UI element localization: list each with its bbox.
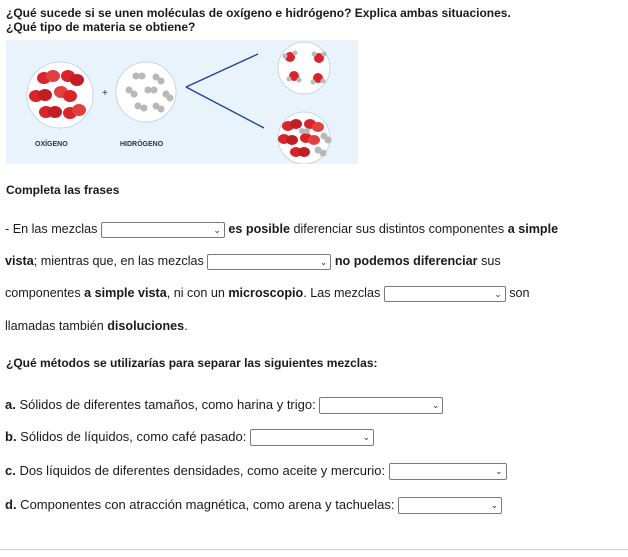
- method-item-a: a. Sólidos de diferentes tamaños, como harina y trigo: ⌄: [5, 396, 443, 414]
- dropdown-method-b[interactable]: [250, 429, 374, 446]
- question-line-1: ¿Qué sucede si se unen moléculas de oxígeno e hidrógeno? Explica ambas situaciones.: [6, 6, 511, 20]
- dropdown-mezclas-2[interactable]: [207, 254, 331, 270]
- molecules-illustration: [6, 40, 358, 164]
- label-oxygen: OXÍGENO: [35, 141, 68, 148]
- result-top-container: [278, 42, 330, 94]
- chevron-down-icon: ⌄: [362, 432, 370, 443]
- section-subtitle: Completa las frases: [6, 183, 120, 197]
- fill-line-1: - En las mezclas ⌄ es posible diferenciar sus distintos componentes a simple: [5, 222, 559, 236]
- question-heading: [6, 6, 511, 34]
- fill-line-3: componentes a simple vista, ni con un microscopio. Las mezclas ⌄ son: [5, 286, 530, 300]
- dropdown-method-c[interactable]: [389, 463, 507, 480]
- method-item-d: d. Componentes con atracción magnética, como arena y tachuelas: ⌄: [5, 496, 502, 514]
- chevron-down-icon: ⌄: [494, 288, 502, 299]
- plus-sign: +: [102, 88, 108, 99]
- molecules-svg: [6, 40, 358, 164]
- dropdown-mezclas-1[interactable]: [101, 222, 225, 238]
- arrow-down: [186, 87, 264, 128]
- dropdown-mezclas-3[interactable]: [384, 286, 506, 302]
- methods-question: ¿Qué métodos se utilizarías para separar las siguientes mezclas:: [6, 356, 378, 370]
- chevron-down-icon: ⌄: [431, 400, 440, 411]
- chevron-down-icon: ⌄: [490, 500, 499, 511]
- bottom-divider: [0, 549, 628, 550]
- method-item-b: b. Sólidos de líquidos, como café pasado: ⌄: [5, 428, 374, 446]
- label-hydrogen: HIDRÓGENO: [120, 141, 164, 148]
- arrow-up: [186, 54, 258, 87]
- dropdown-method-a[interactable]: [319, 397, 443, 414]
- method-item-c: c. Dos líquidos de diferentes densidades, como aceite y mercurio: ⌄: [5, 462, 507, 480]
- chevron-down-icon: ⌄: [319, 256, 328, 267]
- question-line-2: ¿Qué tipo de materia se obtiene?: [6, 20, 196, 34]
- chevron-down-icon: ⌄: [495, 466, 503, 477]
- fill-line-4: llamadas también disoluciones.: [5, 319, 188, 333]
- chevron-down-icon: ⌄: [213, 224, 221, 235]
- dropdown-method-d[interactable]: [398, 497, 502, 514]
- fill-line-2: vista; mientras que, en las mezclas ⌄ no podemos diferenciar sus: [5, 254, 501, 268]
